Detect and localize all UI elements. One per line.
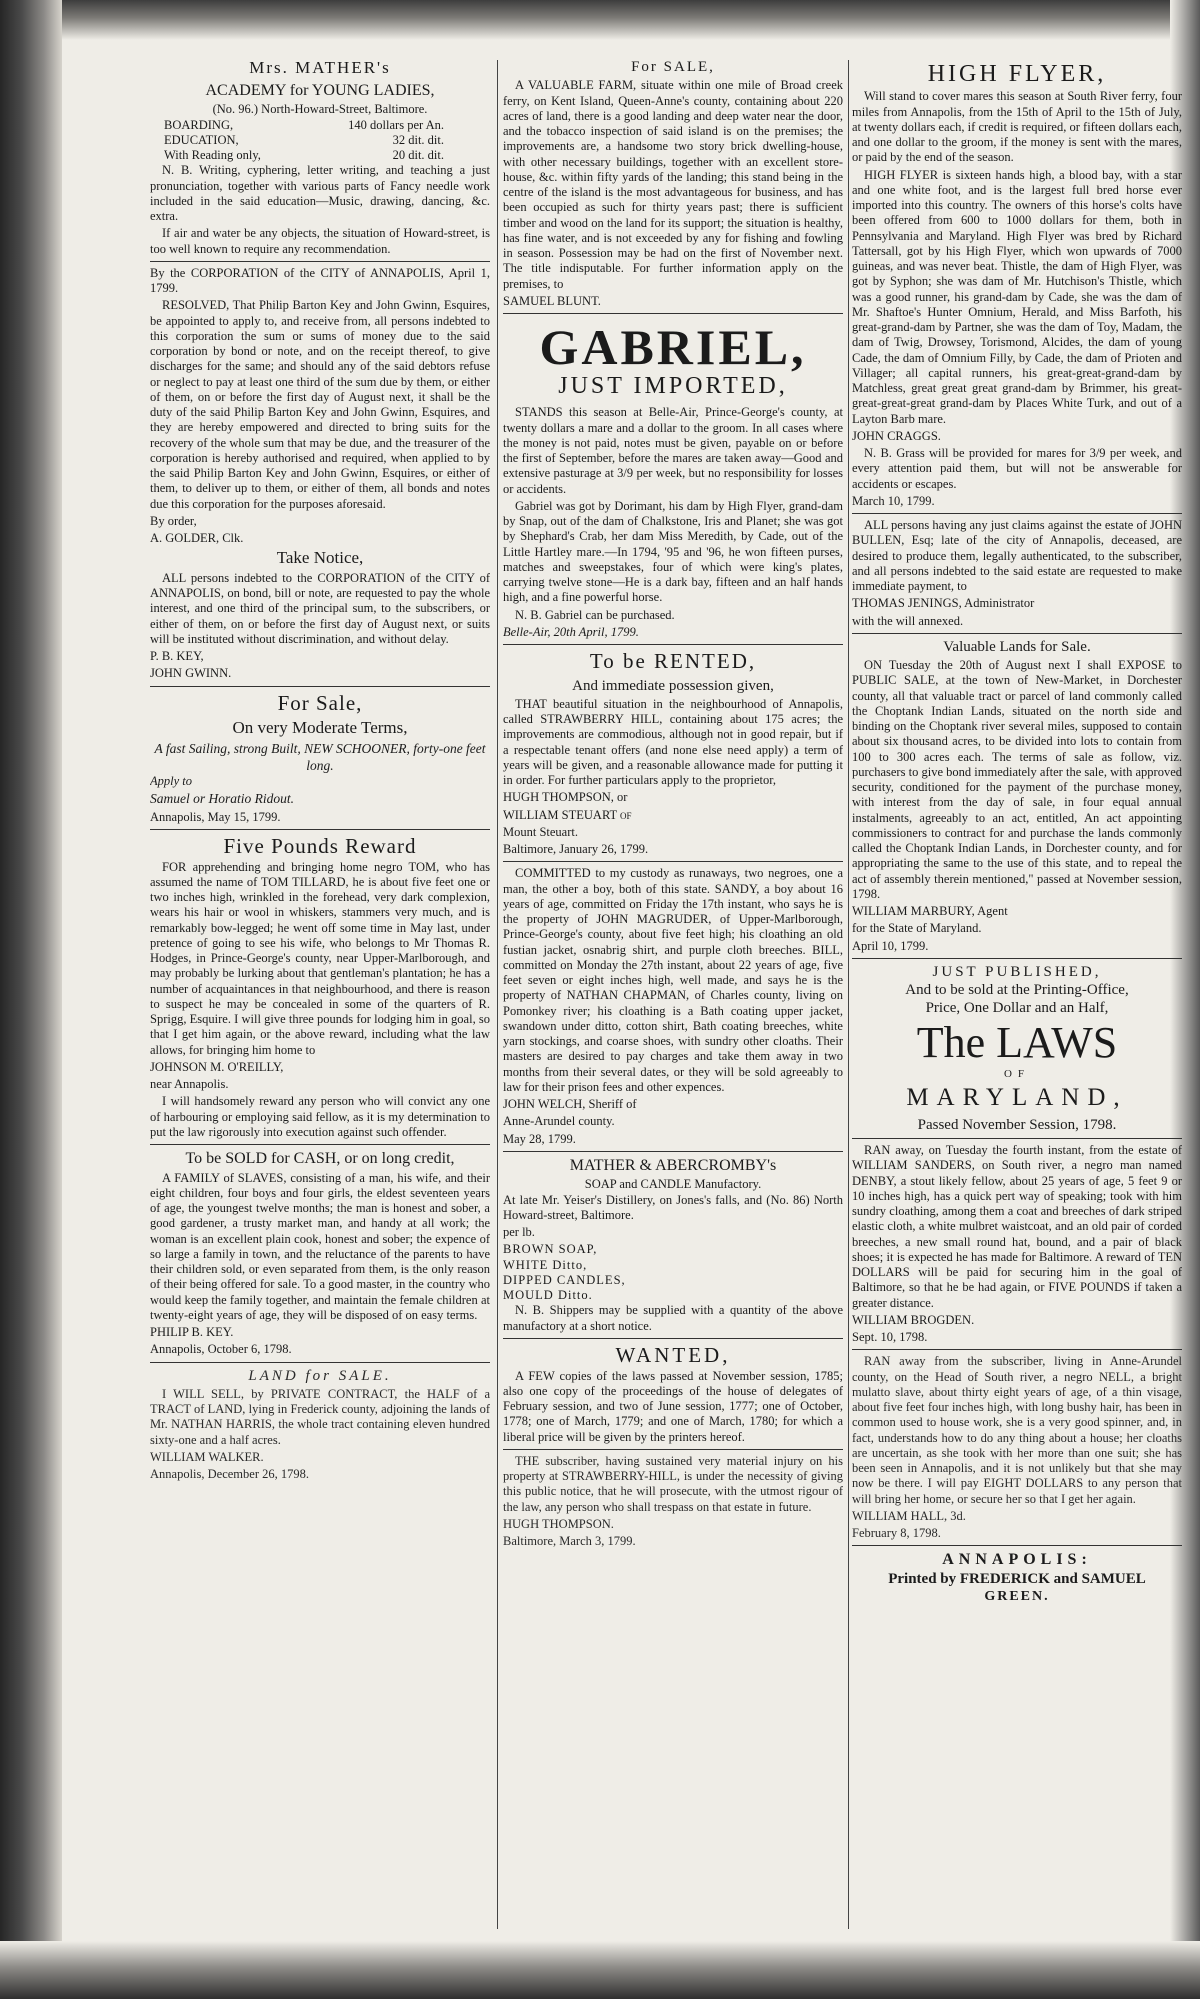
committed-sig: Anne-Arundel county. xyxy=(503,1114,615,1129)
slaves-date: Annapolis, October 6, 1798. xyxy=(150,1342,292,1357)
take-notice-sig: P. B. KEY, xyxy=(150,649,204,664)
soap-title: MATHER & ABERCROMBY's xyxy=(569,1156,777,1174)
schooner-date: Annapolis, May 15, 1799. xyxy=(150,809,281,824)
rate-value: 140 dollars per An. xyxy=(348,117,444,132)
denby-date: Sept. 10, 1798. xyxy=(852,1330,928,1345)
divider xyxy=(503,1449,843,1450)
divider xyxy=(852,513,1182,514)
nell-ad xyxy=(852,1354,1182,1541)
committed-ad xyxy=(503,866,843,1147)
farm-body: A VALUABLE FARM, situate within one mile of Broad creek ferry, on Kent Island, Queen-Anne's county, containing about 220 acres of land, there is a good landing and deep water near the door, and the tobacco inspection of said island is on the premises; the improvements are, a handsome two story brick dwelling-house, with other necessary buildings, together with an excellent store-house, &c. within fifty yards of the landing; this stand being in the centre of the island is the most advantageous for business, and has been occupied as such for thirty years past; there is sufficient timber and wood on the land for its support; the situation is healthy, has fine water, and is not exceeded by any for fishing and fowling in season. Possession may be had on the first of November next. The title indisputable. For further information apply on the premises, to xyxy=(503,78,843,291)
academy-address: (No. 96.) North-Howard-Street, Baltimore. xyxy=(212,102,428,117)
gabriel-subtitle: JUST IMPORTED, xyxy=(558,373,788,400)
take-notice-title: Take Notice, xyxy=(276,548,364,568)
trespass-sig: HUGH THOMPSON. xyxy=(503,1516,614,1531)
rate-label: With Reading only, xyxy=(164,148,261,162)
wanted-title: WANTED, xyxy=(615,1342,731,1367)
divider xyxy=(852,633,1182,634)
divider xyxy=(150,1362,490,1363)
divider xyxy=(150,686,490,687)
lands-body: ON Tuesday the 20th of August next I shall EXPOSE to PUBLIC SALE, at the town of New-Market, in Dorchester county, all that valuable tract or parcel of land commonly called the Choptank Indian Lands, situated on the north side and binding on the Choptank river several miles, supposed to contain about six thousand acres, to be divided into lots to contain from 100 to 300 acres each. The terms of sale as follow, viz. purchasers to give bond immediately after the sale, with approved security, conditioned for the payment of the purchase money, with interest from the day of sale, in four equal annual instalments, agreeably to an act, entitled, An act appointing commissioners to contract for and purchase the lands commonly called the Choptank Indian Lands, in Dorchester county, and for appropriating the same to the use of this state, and to repeal the act of assembly therein mentioned," passed at November session, 1798. xyxy=(852,658,1182,901)
rate-value: 32 dit. dit. xyxy=(392,132,444,147)
committed-sig: JOHN WELCH, Sheriff of xyxy=(503,1097,637,1112)
highflyer-intro: Will stand to cover mares this season at South River ferry, four miles from Annapolis, from the 15th of April to the 15th of July, at twenty dollars each, if credit is required, or fifteen dollars each, and one dollar to the groom, if the money is sent with the mares, or paid by the end of the season. xyxy=(852,89,1182,165)
gabriel-date: Belle-Air, 20th April, 1799. xyxy=(503,624,639,639)
rented-date: Baltimore, January 26, 1799. xyxy=(503,842,649,857)
reward-sig: JOHNSON M. O'REILLY, xyxy=(150,1059,284,1074)
soap-items xyxy=(503,1242,843,1303)
highflyer-ad xyxy=(852,60,1182,509)
soap-item: BROWN SOAP, xyxy=(503,1242,598,1257)
soap-item: WHITE Ditto, xyxy=(503,1257,588,1272)
column-three xyxy=(852,56,1182,1935)
corporation-notice xyxy=(150,266,490,682)
slaves-title: To be SOLD for CASH, or on long credit, xyxy=(185,1150,455,1168)
reward-place: near Annapolis. xyxy=(150,1077,229,1092)
academy-title: Mrs. MATHER's xyxy=(249,58,391,77)
highflyer-date: March 10, 1799. xyxy=(852,493,935,508)
rate-label: EDUCATION, xyxy=(164,132,239,147)
land-sig: WILLIAM WALKER. xyxy=(150,1449,264,1464)
lands-ad xyxy=(852,638,1182,954)
divider xyxy=(150,261,490,262)
committed-date: May 28, 1799. xyxy=(503,1131,576,1146)
soap-per: per lb. xyxy=(503,1225,535,1240)
slaves-body: A FAMILY of SLAVES, consisting of a man, his wife, and their eight children, four boys and four girls, the eldest seventeen years of age, the youngest twelve months; the man is honest and sober, a good gardener, a trusty market man, and handy at all work; the woman is an excellent plain cook, honest and sober; the expence of so large a family in town, and the reluctance of the parents to have their children sold, or even separated from them, is the only reason of their being offered for sale. To a good master, in the country who would keep the family together, and maintain the female children at twenty-eight years of age, they will be disposed of on easy terms. xyxy=(150,1170,490,1322)
rate-row xyxy=(164,118,444,133)
rented-sig: WILLIAM STEUART of xyxy=(503,807,632,822)
denby-body: RAN away, on Tuesday the fourth instant, from the estate of WILLIAM SANDERS, on South river, a negro man named DENBY, a stout likely fellow, about 25 years of age, 5 feet 9 or 10 inches high, has a quick pert way of speaking; took with him sundry cloathing, among them a coat and breeches of dark striped elastic cloth, a white mulbret waistcoat, and an old pair of corded breeches, a new small round hat, bound, and a pair of black shoes; it is expected he has made for Baltimore. A reward of TEN DOLLARS will be paid for securing him in the goal of Baltimore, so that he be had again, or FIVE POUNDS if taken a greater distance. xyxy=(852,1143,1182,1310)
bullen-body: ALL persons having any just claims against the estate of JOHN BULLEN, Esq; late of the city of Annapolis, deceased, are desired to produce them, legally authenticated, to the subscriber, and all persons indebted to the said estate are requested to make immediate payment, to xyxy=(852,518,1182,594)
farm-title: For SALE, xyxy=(631,59,715,75)
rented-sig: HUGH THOMPSON, or xyxy=(503,790,628,805)
denby-ad xyxy=(852,1143,1182,1345)
lands-title: Valuable Lands for Sale. xyxy=(943,638,1091,655)
land-ad xyxy=(150,1367,490,1483)
divider xyxy=(503,1338,843,1339)
divider xyxy=(852,1349,1182,1350)
rate-row xyxy=(164,148,444,163)
corporation-order: By order, xyxy=(150,513,197,528)
bullen-sig: with the will annexed. xyxy=(852,613,964,628)
divider xyxy=(150,829,490,830)
corporation-dateline: By the CORPORATION of the CITY of ANNAPOLIS, April 1, 1799. xyxy=(150,265,490,295)
schooner-ad xyxy=(150,691,490,825)
trespass-body: THE subscriber, having sustained very material injury on his property at STRAWBERRY-HILL, is under the necessity of giving this public notice, that he will prosecute, with the utmost rigour of the law, any person who shall trespass on that estate in future. xyxy=(503,1453,843,1514)
slaves-ad xyxy=(150,1149,490,1358)
divider xyxy=(503,861,843,862)
academy-ad xyxy=(150,58,490,257)
bullen-ad xyxy=(852,518,1182,629)
binding-spine xyxy=(0,0,62,1999)
rented-sig: Mount Steuart. xyxy=(503,824,578,839)
laws-line: Price, One Dollar and an Half, xyxy=(925,1000,1109,1017)
page-bottom-edge xyxy=(0,1941,1200,1999)
academy-subtitle: ACADEMY for YOUNG LADIES, xyxy=(205,81,435,99)
divider xyxy=(852,1138,1182,1139)
gabriel-note: N. B. Gabriel can be purchased. xyxy=(515,607,675,622)
schooner-line: On very Moderate Terms, xyxy=(232,718,408,738)
land-title: LAND for SALE. xyxy=(248,1367,392,1384)
imprint-printed: Printed by FREDERICK and SAMUEL xyxy=(888,1570,1146,1587)
nell-sig: WILLIAM HALL, 3d. xyxy=(852,1508,966,1523)
slaves-sig: PHILIP B. KEY. xyxy=(150,1325,234,1340)
schooner-desc: A fast Sailing, strong Built, NEW SCHOONER, forty-one feet long. xyxy=(154,741,486,773)
rented-title: To be RENTED, xyxy=(589,649,757,674)
divider xyxy=(150,1144,490,1145)
divider xyxy=(852,958,1182,959)
laws-ad xyxy=(852,963,1182,1134)
reward-ad xyxy=(150,834,490,1140)
rate-row xyxy=(164,133,444,148)
imprint-place: ANNAPOLIS: xyxy=(942,1551,1092,1569)
soap-item: MOULD Ditto. xyxy=(503,1288,593,1303)
rate-label: BOARDING, xyxy=(164,117,234,132)
land-date: Annapolis, December 26, 1798. xyxy=(150,1467,309,1482)
schooner-names: Samuel or Horatio Ridout. xyxy=(150,791,294,807)
laws-maryland: MARYLAND, xyxy=(906,1084,1128,1112)
committed-body: COMMITTED to my custody as runaways, two negroes, one a man, the other a boy, both of this state. SANDY, a boy about 16 years of age, committed on Friday the 17th instant, who says he is the property of JOHN MAGRUDER, of Upper-Marlborough, Prince-George's county, about five feet high; his cloathing an old fustian jacket, osnabrig shirt, and purple cloth breeches. BILL, committed on Monday the 27th instant, about 22 years of age, five feet seven or eight inches high, well made, and says he is the property of NATHAN CHAPMAN, of Charles county, living on Pomonkey river; his cloathing is a Bath coating upper jacket, swandown under ditto, cotton shirt, Bath coating breeches, white yarn stockings, and coarse shoes, with sundry other cloaths. Their masters are desired to pay charges and take them away in two months from their several dates, or they will be sold agreeably to law for their prison fees and other expences. xyxy=(503,866,843,1094)
divider xyxy=(503,313,843,314)
imprint xyxy=(852,1550,1182,1605)
trespass-date: Baltimore, March 3, 1799. xyxy=(503,1534,636,1549)
farm-ad xyxy=(503,58,843,309)
gabriel-ad xyxy=(503,319,843,640)
lands-sig: WILLIAM MARBURY, Agent xyxy=(852,904,1008,919)
highflyer-body: HIGH FLYER is sixteen hands high, a blood bay, with a star and one white foot, and is the largest full bred horse ever imported into this country. The owners of this horse's colts have been offered from 600 to 1000 dollars for them, both in Pennsylvania and Maryland. High Flyer was bred by Richard Tattersall, got by his High Flyer, which won upwards of 7000 guineas, and was never beat. Thistle, the dam of High Flyer, was got by Syphon; she was dam of Mr. Hutchison's Thistle, which was a good runner, his grand-dam by Cade, she was the dam of Mr. Shaftoe's Hunter Omnium, Herald, and Miss Barfoth, his great-grand-dam by Partner, she was the dam of Toy, Madam, the dam of Twig, Drowsey, Torismond, Alcides, the dam of young Cade, the dam of Omnium Filly, by Cade, the dam of Prioten and Villager; all capital runners, his great-great-grand-dam by Matchless, great great great grand-dam by Brimmer, his great-great-great-great grand-dam by Places White Turk, and out of a Layton Barb mare. xyxy=(852,167,1182,426)
reward-footer: I will handsomely reward any person who will convict any one of harbouring or employing said fellow, as it is my determination to put the law rigorously into execution against such offender. xyxy=(150,1094,490,1139)
laws-line: And to be sold at the Printing-Office, xyxy=(905,982,1129,999)
lands-date: April 10, 1799. xyxy=(852,938,929,953)
soap-subtitle: SOAP and CANDLE Manufactory. xyxy=(584,1177,762,1192)
laws-title: The LAWS xyxy=(916,1017,1118,1067)
gabriel-title: GABRIEL, xyxy=(539,319,807,376)
schooner-title: For Sale, xyxy=(277,690,363,715)
laws-of: OF xyxy=(1003,1067,1031,1080)
wanted-ad xyxy=(503,1343,843,1445)
divider xyxy=(503,644,843,645)
rate-value: 20 dit. dit. xyxy=(392,148,444,162)
soap-ad xyxy=(503,1156,843,1334)
soap-item: DIPPED CANDLES, xyxy=(503,1272,626,1287)
column-rule xyxy=(497,60,498,1929)
trespass-ad xyxy=(503,1454,843,1550)
denby-sig: WILLIAM BROGDEN. xyxy=(852,1312,975,1327)
corporation-body: RESOLVED, That Philip Barton Key and John Gwinn, Esquires, be appointed to apply to, and receive from, all persons indebted to this corporation the sum or sums of money due to the said corporation by bond or note, and on the receipt thereof, to give discharges for the same; and should any of the said debtors refuse or neglect to pay at least one third of the sum due by them, or either of them, on or before the first day of August next, it shall be the duty of the said Philip Barton Key and John Gwinn, Esquires, and they are hereby empowered and directed to bring suits for the recovery of the whole sum that may be due, and the treasurer of the corporation is hereby authorised and required, when applied to by the said Philip Barton Key and John Gwinn, Esquires, or either of them, to deliver up to them, or either of them, all bonds and notes due this corporation for the purposes aforesaid. xyxy=(150,298,490,511)
highflyer-note: N. B. Grass will be provided for mares for 3/9 per week, and every attention paid them, but will not be answerable for accidents or escapes. xyxy=(852,446,1182,491)
divider xyxy=(503,1151,843,1152)
imprint-green: GREEN. xyxy=(984,1589,1050,1605)
highflyer-sig: JOHN CRAGGS. xyxy=(852,428,941,443)
farm-sig: SAMUEL BLUNT. xyxy=(503,293,601,308)
reward-title: Five Pounds Reward xyxy=(223,833,417,858)
rented-ad xyxy=(503,649,843,857)
soap-address: At late Mr. Yeiser's Distillery, on Jones's falls, and (No. 86) North Howard-street, Baltimore. xyxy=(503,1192,843,1222)
soap-note: N. B. Shippers may be supplied with a quantity of the above manufactory at a short notice. xyxy=(503,1303,843,1333)
bullen-sig: THOMAS JENINGS, Administrator xyxy=(852,596,1035,611)
lands-sig: for the State of Maryland. xyxy=(852,921,982,936)
column-rule xyxy=(848,60,849,1929)
academy-rates xyxy=(150,118,490,164)
laws-line: JUST PUBLISHED, xyxy=(932,963,1102,980)
laws-session: Passed November Session, 1798. xyxy=(917,1116,1117,1133)
rented-subtitle: And immediate possession given, xyxy=(572,677,774,694)
wanted-body: A FEW copies of the laws passed at November session, 1785; also one copy of the proceedings of the house of delegates of February session, and two of June session, 1777; one of October, 1778; one of March, 1779; and one of March, 1780; for which a liberal price will be given by the printers hereof. xyxy=(503,1368,843,1444)
reward-body: FOR apprehending and bringing home negro TOM, who has assumed the name of TOM TILLARD, he is about five feet one or two inches high, wrinkled in the forehead, very dark complexion, wears his hair or wool in whiskers, stammers very much, and is remarkably bow-legged; he went off some time in May last, under pretence of going to see his wife, who belongs to Mr Thomas R. Hodges, in Prince-George's county, near Upper-Marlborough, and may probably be lurking about that gentleman's plantation; he has a number of acquaintances in that neighbourhood, and there is reason to suspect he may be concealed in some of the quarters of R. Sprigg, Esquire. I will give three pounds for lodging him in goal, so that I get him again, or the above reward, including what the law allows, for bringing him home to xyxy=(150,859,490,1057)
take-notice-body: ALL persons indebted to the CORPORATION of the CITY of ANNAPOLIS, on bond, bill or note, are requested to pay the whole interest, and one third of the principal sum, to the subscribers, or either of them, on or before the first day of August next, or suits will be instituted without discrimination, and without delay. xyxy=(150,570,490,646)
gabriel-pedigree: Gabriel was got by Dorimant, his dam by High Flyer, grand-dam by Snap, out of the dam of Chalkstone, Iris and Planet; she was got by Shephard's Crab, her dam Miss Meredith, by Cade, out of the Little Hartley mare.—In 1794, '95 and '96, he won fifteen purses, matches and sweepstakes, four of which were king's plates, carrying twelve stone—He is a dark bay, fifteen and an half hands high, and a fine powerful horse. xyxy=(503,498,843,605)
corporation-clerk: A. GOLDER, Clk. xyxy=(150,531,244,545)
take-notice-sig: JOHN GWINN. xyxy=(150,666,232,681)
highflyer-title: HIGH FLYER, xyxy=(927,61,1107,87)
land-body: I WILL SELL, by PRIVATE CONTRACT, the HALF of a TRACT of LAND, lying in Frederick county, adjoining the lands of Mr. NATHAN HARRIS, the whole tract containing eleven hundred sixty-one and a half acres. xyxy=(150,1386,490,1447)
nell-date: February 8, 1798. xyxy=(852,1526,941,1541)
column-two xyxy=(503,56,843,1935)
rented-body: THAT beautiful situation in the neighbourhood of Annapolis, called STRAWBERRY HILL, containing about 175 acres; the improvements are commodious, although not in good repair, but if a respectable tenant offers (and none else need apply) a term of years will be given, and a reasonable allowance made for putting it in order. For further particulars apply to the proprietor, xyxy=(503,696,843,788)
page-top-edge xyxy=(0,0,1200,40)
column-one xyxy=(150,56,490,1935)
divider xyxy=(852,1545,1182,1546)
academy-air: If air and water be any objects, the situation of Howard-street, is too well known to require any recommendation. xyxy=(150,226,490,256)
schooner-apply: Apply to xyxy=(150,774,193,789)
academy-note: N. B. Writing, cyphering, letter writing, and teaching a just pronunciation, together with various parts of Fancy needle work included in the said education—Music, drawing, dancing, &c. extra. xyxy=(150,163,490,223)
nell-body: RAN away from the subscriber, living in Anne-Arundel county, on the Head of South river, a negro NELL, a bright mulatto slave, about thirty eight years of age, of a thin visage, about five feet four inches high, with long bushy hair, has been in common used to house work, she is a very good spinner, and, in fact, understands how to do any thing about a house; her cloaths are uncertain, as she took with her more than one suit; she has been seen in Annapolis, and it is not unlikely but that she may now be there. I will pay EIGHT DOLLARS to any person that will bring her home, or secure her so that I get her again. xyxy=(852,1354,1182,1506)
gabriel-body: STANDS this season at Belle-Air, Prince-George's county, at twenty dollars a mare and a dollar to the groom. In all cases where the money is not paid, notes must be given, payable on or before the first of September, before the mares are taken away—Good and extensive pasturage at 3/9 per week, but no responsibility for losses or accidents. xyxy=(503,405,843,496)
